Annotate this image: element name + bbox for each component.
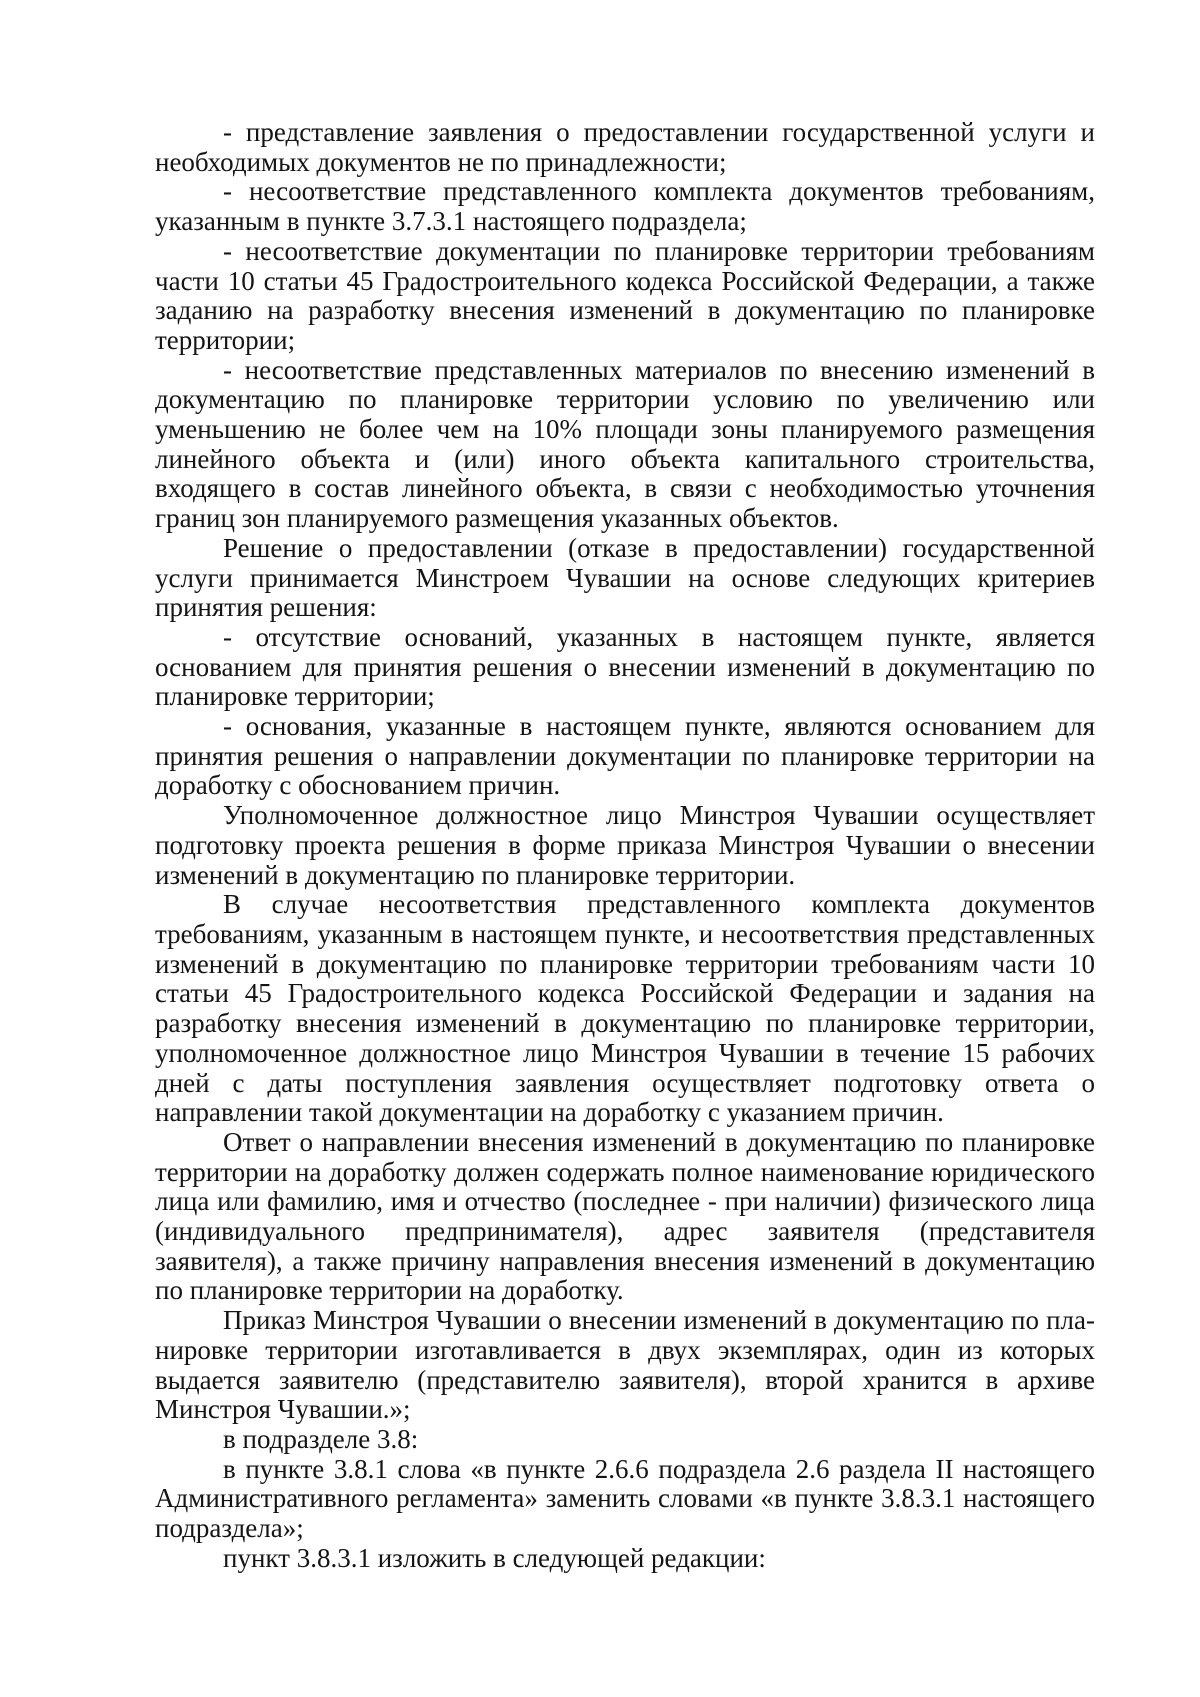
paragraph-8: Уполномоченное должностное лицо Минстроя Чувашии осуществляет подготовку проекта решения в форме приказа Минстроя Чувашии о внесении изменений в документацию по планировке территории. (155, 800, 1095, 890)
document-page (155, 118, 1095, 1573)
paragraph-11: Приказ Минстроя Чувашии о внесении изменений в документацию по планировке территории изготавливается в двух экземплярах, один из которых выдается заявителю (представителю заявителя), второй хранится в архиве Минстроя Чувашии.»; (155, 1305, 1095, 1425)
paragraph-2: - несоответствие представленного комплекта документов требованиям, указанным в пункте 3.7.3.1 настоящего подраздела; (155, 176, 1095, 237)
paragraph-12: в подразделе 3.8: (223, 1423, 419, 1454)
paragraph-13: в пункте 3.8.1 слова «в пункте 2.6.6 подраздела 2.6 раздела II настоящего Административного регламента» заменить словами «в пункте 3.8.3.1 настоящего подраздела»; (155, 1453, 1095, 1544)
paragraph-7: - основания, указанные в настоящем пункте, являются основанием для принятия решения о направлении документации по планировке территории на доработку с обоснованием причин. (155, 711, 1095, 801)
paragraph-4: - несоответствие представленных материалов по внесению изменений в документацию по планировке территории условию по увеличению или уменьшению не более чем на 10% площади зоны планируемого размещения линейного объекта и (или) иного объекта капитального строительства, входящего в состав линейного объекта, в связи с необходимостью уточнения границ зон планируемого размещения указанных объектов. (155, 354, 1095, 534)
paragraph-10: Ответ о направлении внесения изменений в документацию по планировке территории на доработку должен содержать полное наименование юридического лица или фамилию, имя и отчество (последнее - при наличии) физического лица (индивидуального предпринимателя), адрес заявителя (представителя заявителя), а также причину направления внесения изменений в документацию по планировке территории на доработку. (155, 1126, 1095, 1306)
paragraph-14: пункт 3.8.3.1 изложить в следующей редакции: (223, 1542, 766, 1573)
paragraph-9: В случае несоответствия представленного комплекта документов требованиям, указанным в настоящем пункте, и несоответствия представленных изменений в документацию по планировке территории требованиям части 10 статьи 45 Градостроительного кодекса Российской Федерации и задания на разработку внесения изменений в документацию по планировке территории, уполномоченное должностное лицо Минстроя Чувашии в течение 15 рабочих дней с даты поступления заявления осуществляет подготовку ответа о направлении такой документации на доработку с указанием причин. (155, 889, 1095, 1128)
paragraph-5: Решение о предоставлении (отказе в предоставлении) государственной услуги принимается Минстроем Чувашии на основе следующих критериев принятия решения: (155, 532, 1095, 623)
paragraph-3: - несоответствие документации по планировке территории требованиям части 10 статьи 45 Градостроительного кодекса Российской Федерации, а также заданию на разработку внесения изменений в документацию по планировке территории; (155, 235, 1095, 355)
paragraph-6: - отсутствие оснований, указанных в настоящем пункте, является основанием для принятия решения о внесении изменений в документацию по планировке территории; (155, 621, 1095, 712)
paragraph-1: - представление заявления о предоставлении государственной услуги и необходимых документов не по принадлежности; (155, 117, 1095, 177)
